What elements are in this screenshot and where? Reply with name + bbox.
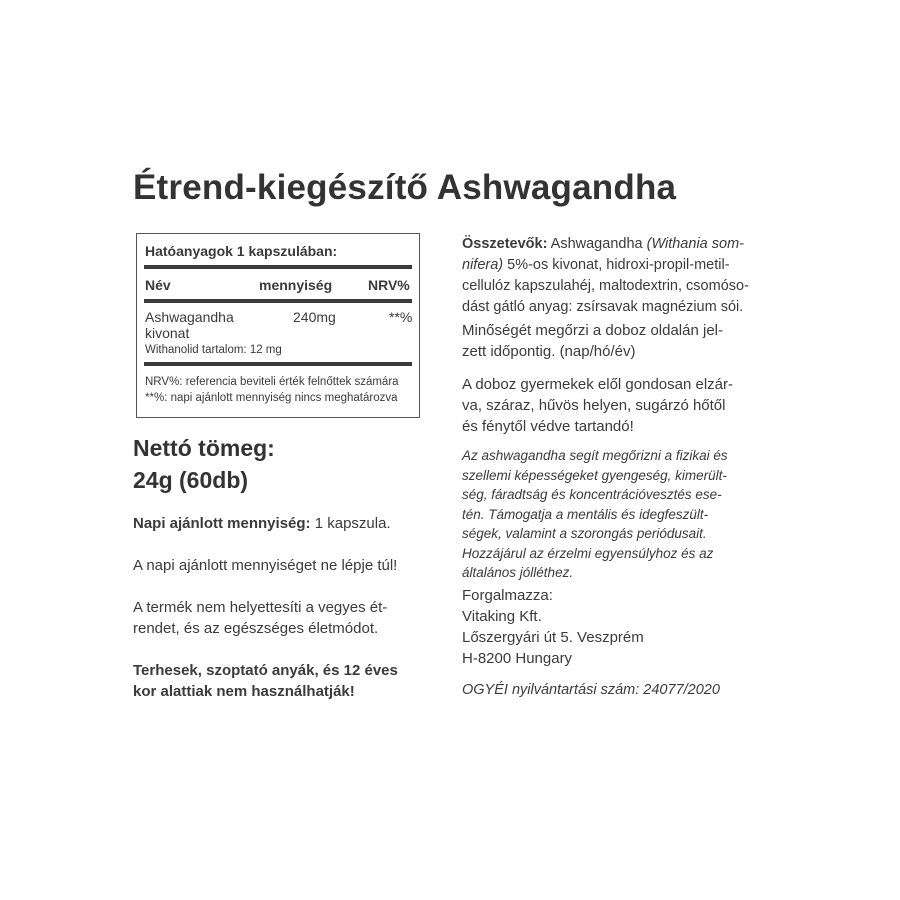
shelf-life [462,320,767,362]
net-weight-label: Nettó tömeg: [133,435,275,461]
ingredients-line4: dást gátló anyag: zsírsavak magnézium sói. [462,299,744,315]
column-nrv: NRV% [368,277,410,293]
health-claim [462,446,767,583]
storage [462,374,767,437]
net-weight [133,432,275,496]
ingredients-line2b: 5%-os kivonat, hidroxi-propil-metil- [503,257,730,273]
claim-line5: ségek, valamint a szorongás periódusait. [462,526,707,541]
storage-line1: A doboz gyermekek elől gondosan elzár- [462,376,733,393]
table-header: Hatóanyagok 1 kapszulában: [145,243,338,259]
ingredients-line1b: (Withania som- [646,236,744,252]
claim-line1: Az ashwagandha segít megőrizni a fizikai és [462,448,728,463]
warning-line2: kor alattiak nem használhatják! [133,683,355,700]
not-replace-line1: A termék nem helyettesíti a vegyes ét- [133,599,388,616]
distributor [462,585,767,669]
shelf-line1: Minőségét megőrzi a doboz oldalán jel- [462,322,723,339]
storage-line2: va, száraz, hűvös helyen, sugárzó hőtől [462,397,726,414]
column-amount: mennyiség [259,277,333,293]
daily-dose-label: Napi ajánlott mennyiség: [133,515,311,532]
claim-line7: általános jólléthez. [462,565,574,580]
ingredients-line3: cellulóz kapszulahéj, maltodextrin, csomóso- [462,278,749,294]
row-name-line2: kivonat [145,325,190,341]
row-sub: Withanolid tartalom: 12 mg [145,344,282,356]
claim-line2: szellemi képességeket gyengeség, kimerült- [462,467,727,483]
net-weight-value: 24g (60db) [133,467,249,493]
footnote-asterisk: **%: napi ajánlott mennyiség nincs meghatározva [145,392,398,404]
row-amount: 240mg [293,309,336,325]
ingredients [462,234,767,318]
shelf-line2: zett időpontig. (nap/hó/év) [462,343,636,360]
ingredients-line1a: Ashwagandha [547,236,647,252]
column-name: Név [145,277,171,293]
distributor-country: H-8200 Hungary [462,650,573,667]
not-replace-line2: rendet, és az egészséges életmódot. [133,620,379,637]
claim-line3: ség, fáradtság és koncentrációvesztés ese- [462,487,722,502]
claim-line6: Hozzájárul az érzelmi egyensúlyhoz és az [462,545,714,561]
distributor-name: Vitaking Kft. [462,608,542,625]
not-replace-note [133,597,443,639]
footnote-nrv: NRV%: referencia beviteli érték felnőttek számára [145,376,399,388]
table-divider-thick [144,362,412,366]
daily-dose [133,513,443,534]
distributor-address: Lőszergyári út 5. Veszprém [462,629,644,646]
daily-dose-value: 1 kapszula. [310,515,391,532]
row-name-line1: Ashwagandha [145,309,234,325]
warning-note [133,660,443,702]
nutrition-table [136,233,420,418]
table-divider-thick [144,299,412,303]
distributor-label: Forgalmazza: [462,587,553,604]
ingredients-label: Összetevők: [462,236,548,252]
ingredients-line2a: nifera) [462,257,504,273]
page-title: Étrend-kiegészítő Ashwagandha [133,168,677,207]
no-exceed-note: A napi ajánlott mennyiséget ne lépje túl! [133,557,398,574]
warning-line1: Terhesek, szoptató anyák, és 12 éves [133,662,398,679]
registration-number: OGYÉI nyilvántartási szám: 24077/2020 [462,682,720,698]
row-nrv: **% [389,309,413,325]
claim-line4: tén. Támogatja a mentális és idegfeszült- [462,506,709,522]
storage-line3: és fénytől védve tartandó! [462,418,634,435]
table-divider-thick [144,265,412,269]
